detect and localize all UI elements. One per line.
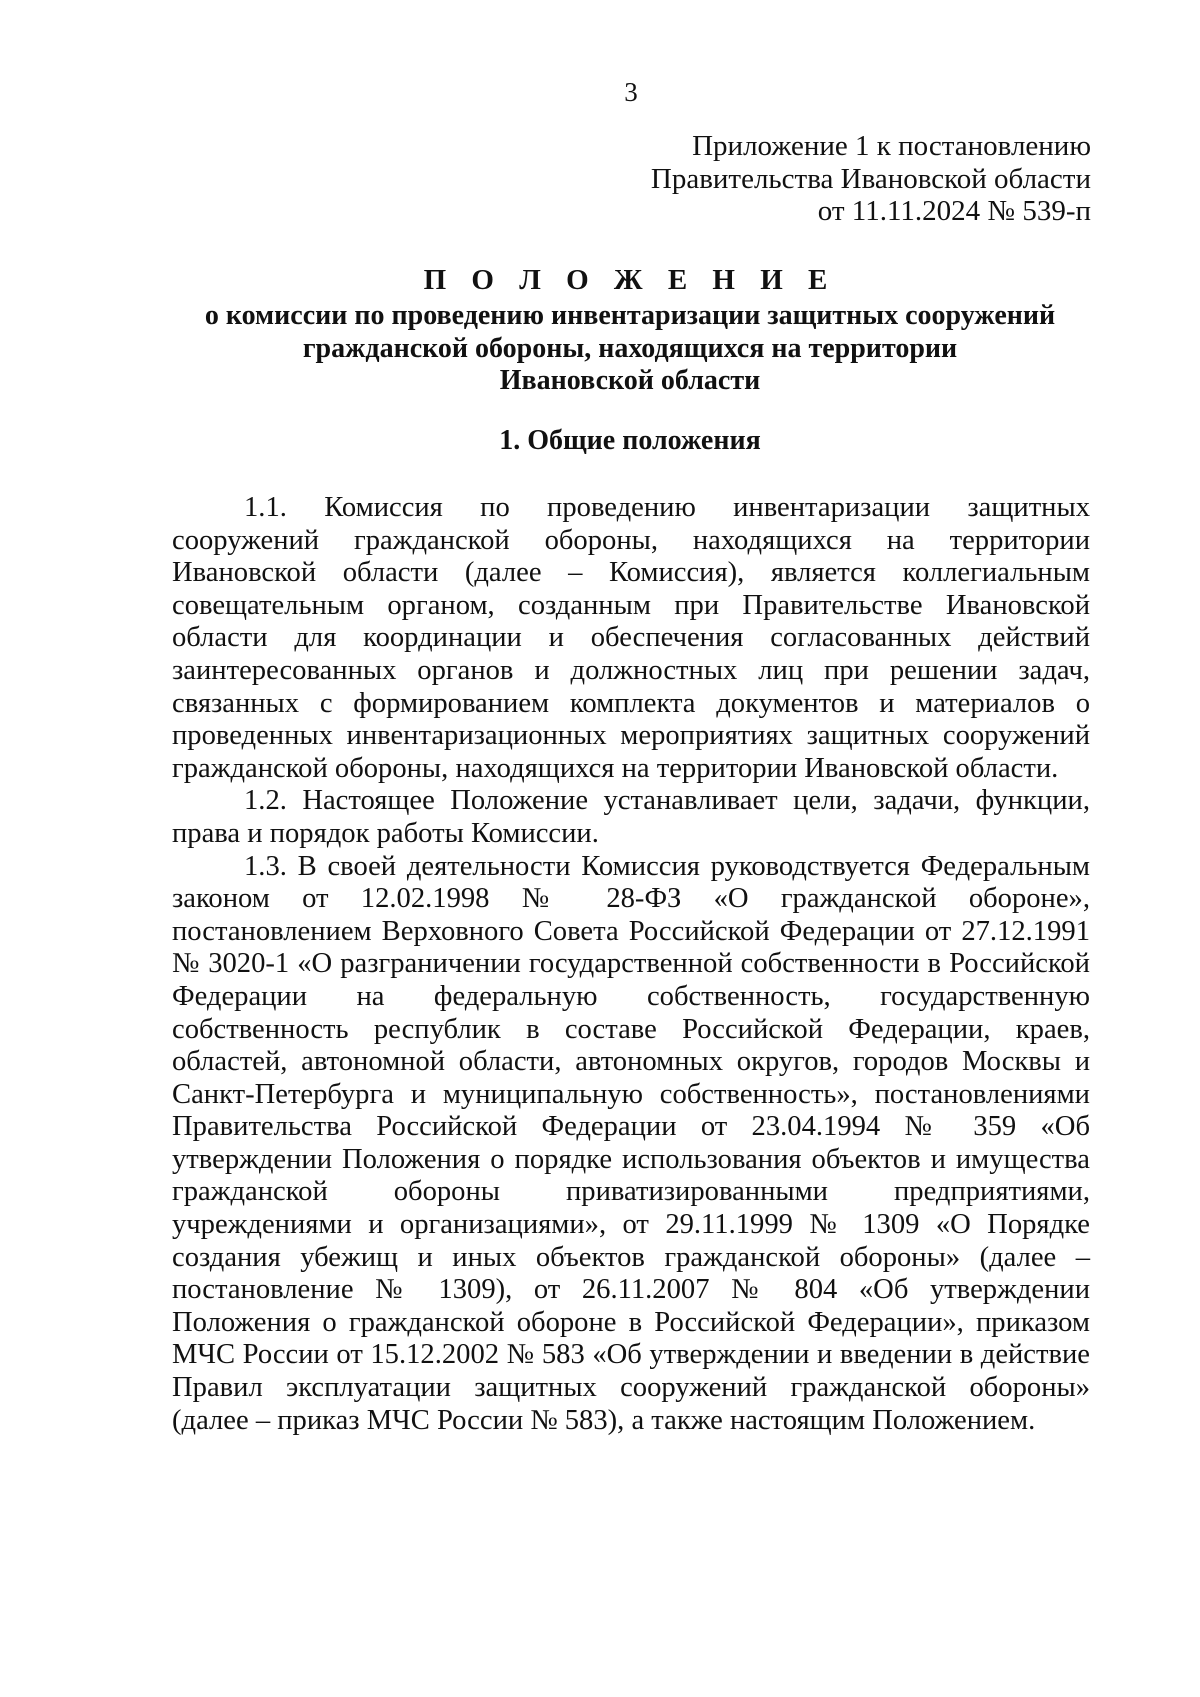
paragraph-1-2: 1.2. Настоящее Положение устанавливает цели, задачи, функции, права и порядок работы Комиссии.: [172, 785, 1090, 849]
subtitle-line: Ивановской области: [499, 365, 761, 396]
paragraph-1-1: 1.1. Комиссия по проведению инвентаризации защитных сооружений гражданской обороны, находящихся на территории Ивановской области (далее – Комиссия), является коллегиальным совещательным органом, созданным при Правительстве Ивановской области для координации и обеспечения согласованных действий заинтересованных органов и должностных лиц при решении задач, связанных с формированием комплекта документов и материалов о проведенных инвентаризационных мероприятиях защитных сооружений гражданской обороны, находящихся на территории Ивановской области.: [172, 492, 1090, 784]
appendix-reference: [571, 130, 1091, 228]
paragraph-1-3: 1.3. В своей деятельности Комиссия руководствуется Федеральным законом от 12.02.1998 № 28-ФЗ «О гражданской обороне», постановлением Верховного Совета Российской Федерации от 27.12.1991 № 3020-1 «О разграничении государственной собственности в Российской Федерации на федеральную собственность, государственную собственность республик в составе Российской Федерации, краев, областей, автономной области, автономных округов, городов Москвы и Санкт-Петербурга и муниципальную собственность», постановлениями Правительства Российской Федерации от 23.04.1994 № 359 «Об утверждении Положения о порядке использования объектов и имущества гражданской обороны приватизированными предприятиями, учреждениями и организациями», от 29.11.1999 № 1309 «О Порядке создания убежищ и иных объектов гражданской обороны» (далее – постановление № 1309), от 26.11.2007 № 804 «Об утверждении Положения о гражданской обороне в Российской Федерации», приказом МЧС России от 15.12.2002 № 583 «Об утверждении и введении в действие Правил эксплуатации защитных сооружений гражданской обороны» (далее – приказ МЧС России № 583), а также настоящим Положением.: [172, 850, 1090, 1436]
appendix-line: от 11.11.2024 № 539-п: [817, 195, 1091, 227]
document-title-block: [170, 262, 1090, 398]
page-number: 3: [624, 77, 638, 107]
section-heading: 1. Общие положения: [499, 425, 761, 456]
document-title: П О Л О Ж Е Н И Е: [423, 264, 837, 296]
document-body: [172, 492, 1090, 1437]
subtitle-line: о комиссии по проведению инвентаризации защитных сооружений: [204, 300, 1056, 331]
appendix-line: Правительства Ивановской области: [650, 162, 1091, 195]
document-subtitle: [170, 300, 1090, 398]
subtitle-line: гражданской обороны, находящихся на территории: [302, 332, 958, 364]
appendix-line: Приложение 1 к постановлению: [692, 130, 1091, 162]
